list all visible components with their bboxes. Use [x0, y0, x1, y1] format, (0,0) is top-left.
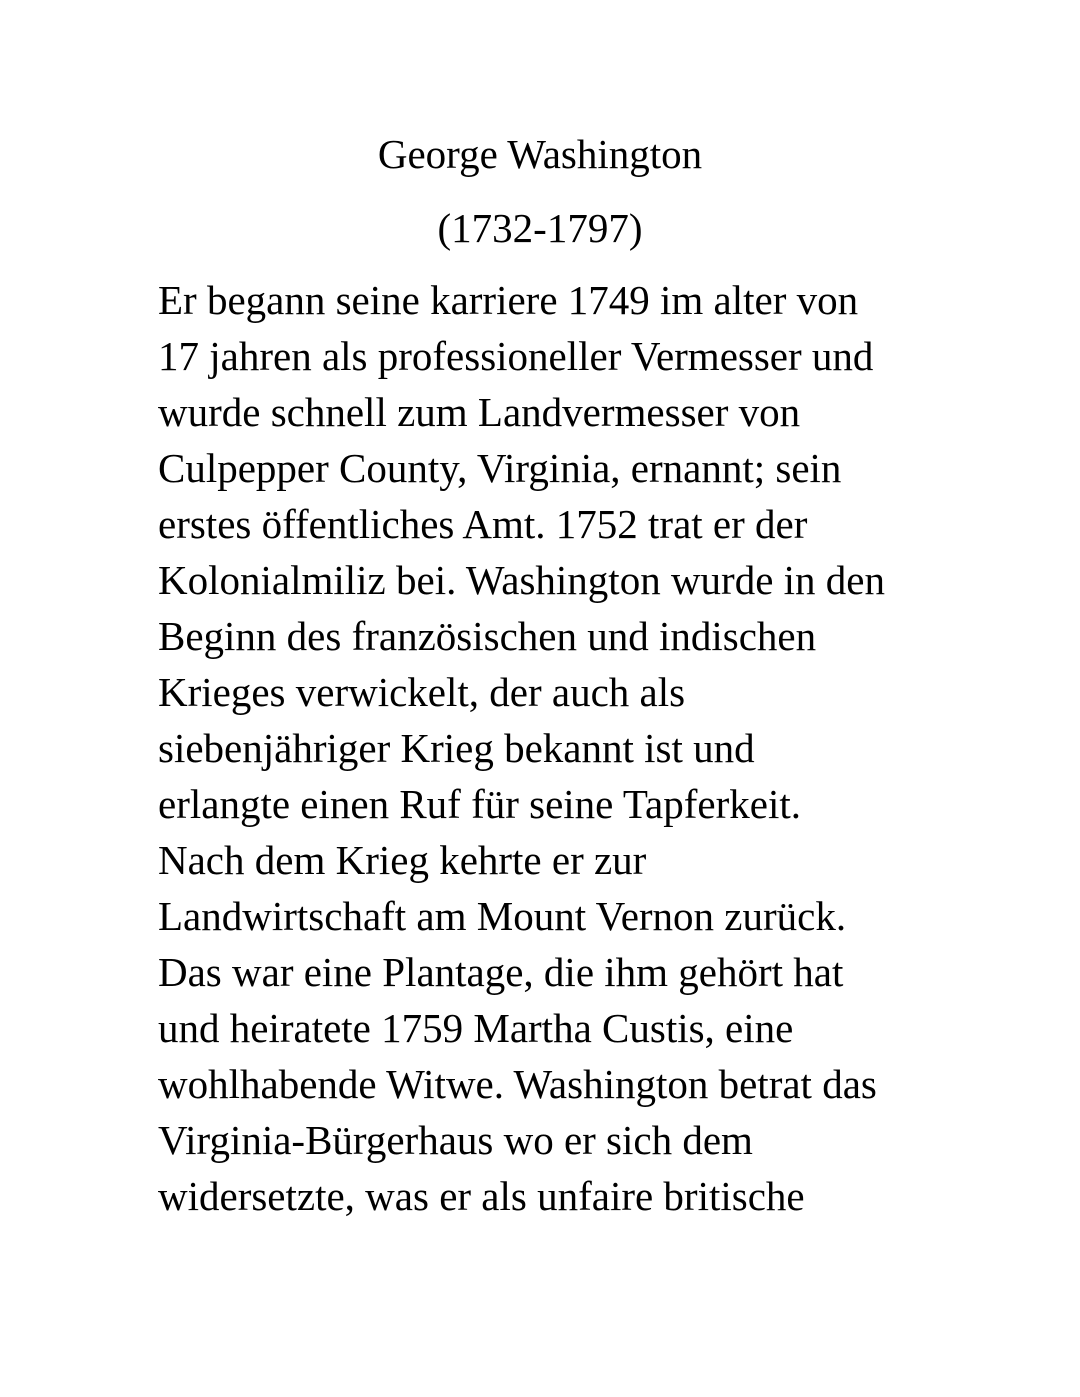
text-line: wohlhabende Witwe. Washington betrat das — [158, 1061, 877, 1107]
text-line: erlangte einen Ruf für seine Tapferkeit. — [158, 781, 801, 827]
text-line: Kolonialmiliz bei. Washington wurde in den — [158, 557, 885, 603]
text-line: siebenjähriger Krieg bekannt ist und — [158, 725, 755, 771]
text-line: und heiratete 1759 Martha Custis, eine — [158, 1005, 794, 1051]
text-line: Er begann seine karriere 1749 im alter von — [158, 277, 859, 323]
text-line: widersetzte, was er als unfaire britische — [158, 1173, 805, 1219]
text-line: Landwirtschaft am Mount Vernon zurück. — [158, 893, 847, 939]
page-title: George Washington — [377, 131, 703, 177]
text-line: erstes öffentliches Amt. 1752 trat er der — [158, 501, 808, 547]
text-line: Nach dem Krieg kehrte er zur — [158, 837, 647, 883]
text-line: Culpepper County, Virginia, ernannt; sein — [158, 445, 842, 491]
text-line: wurde schnell zum Landvermesser von — [158, 389, 801, 435]
text-line: Virginia-Bürgerhaus wo er sich dem — [158, 1117, 753, 1163]
text-line: Das war eine Plantage, die ihm gehört hat — [158, 949, 844, 995]
life-dates: (1732-1797) — [437, 205, 643, 251]
body-paragraph — [158, 272, 958, 1224]
text-line: 17 jahren als professioneller Vermesser und — [158, 333, 874, 379]
text-line: Beginn des französischen und indischen — [158, 613, 817, 659]
text-line: Krieges verwickelt, der auch als — [158, 669, 686, 715]
